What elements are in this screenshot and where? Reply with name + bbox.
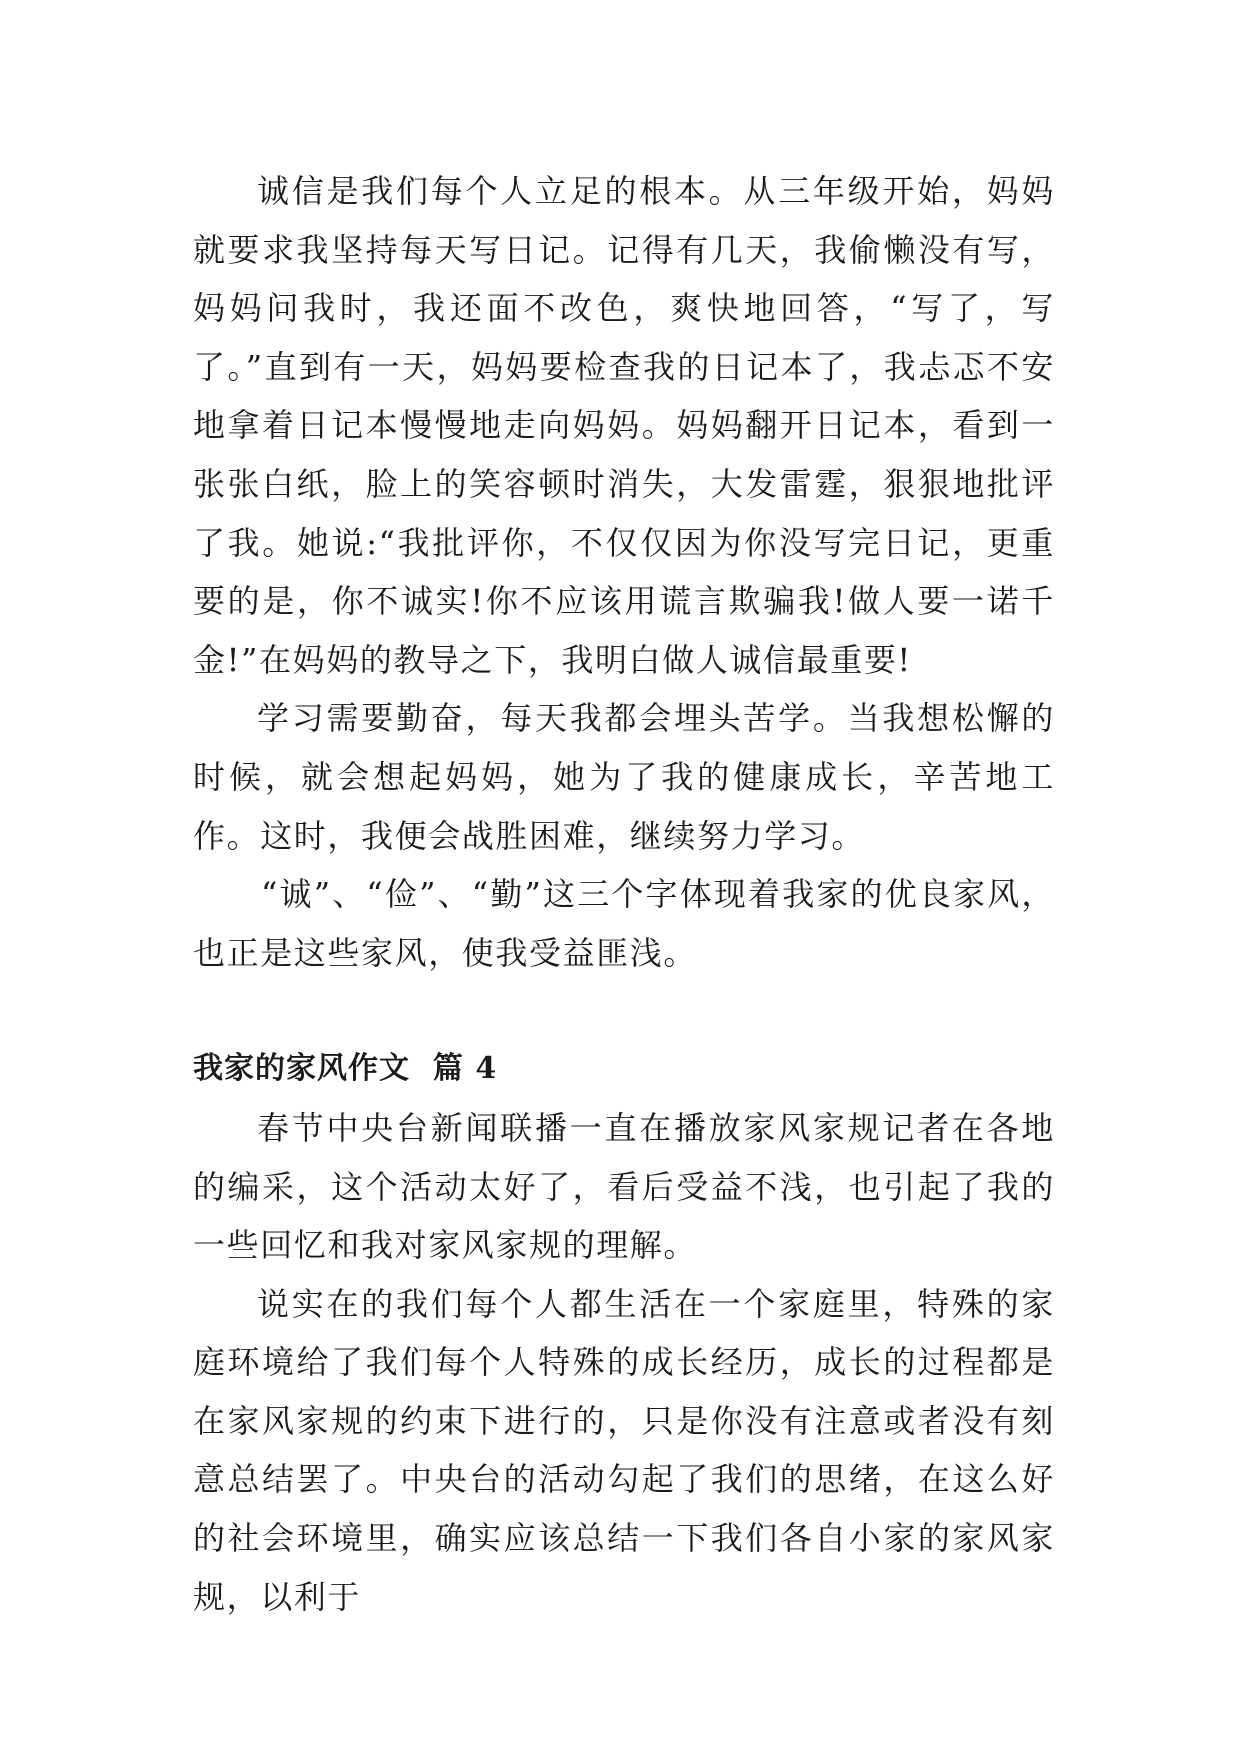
document-page <box>193 162 1055 1626</box>
paragraph-family-environment: 说实在的我们每个人都生活在一个家庭里，特殊的家庭环境给了我们每个人特殊的成长经历，成长的过程都是在家风家规的约束下进行的，只是你没有注意或者没有刻意总结罢了。中央台的活动勾起了我们的思绪，在这么好的社会环境里，确实应该总结一下我们各自小家的家风家规，以利于 <box>193 1284 1055 1616</box>
paragraph-spring-festival-news: 春节中央台新闻联播一直在播放家风家规记者在各地的编采，这个活动太好了，看后受益不浅，也引起了我的一些回忆和我对家风家规的理解。 <box>193 1108 1055 1265</box>
essay-heading: 我家的家风作文 篇 4 <box>193 1051 498 1087</box>
paragraph-diligence: 学习需要勤奋，每天我都会埋头苦学。当我想松懈的时候，就会想起妈妈，她为了我的健康成长，辛苦地工作。这时，我便会战胜困难，继续努力学习。 <box>193 699 1055 855</box>
paragraph-honesty: 诚信是我们每个人立足的根本。从三年级开始，妈妈就要求我坚持每天写日记。记得有几天，我偷懒没有写，妈妈问我时，我还面不改色，爽快地回答，“写了，写了。”直到有一天，妈妈要检查我的日记本了，我忐忑不安地拿着日记本慢慢地走向妈妈。妈妈翻开日记本，看到一张张白纸，脸上的笑容顿时消失，大发雷霆，狠狠地批评了我。她说:“我批评你，不仅仅因为你没写完日记，更重要的是，你不诚实!你不应该用谎言欺骗我!做人要一诺千金!”在妈妈的教导之下，我明白做人诚信最重要! <box>193 172 1055 679</box>
paragraph-family-values-summary: “诚”、“俭”、“勤”这三个字体现着我家的优良家风，也正是这些家风，使我受益匪浅。 <box>193 875 1055 972</box>
section-gap <box>193 982 1055 1040</box>
